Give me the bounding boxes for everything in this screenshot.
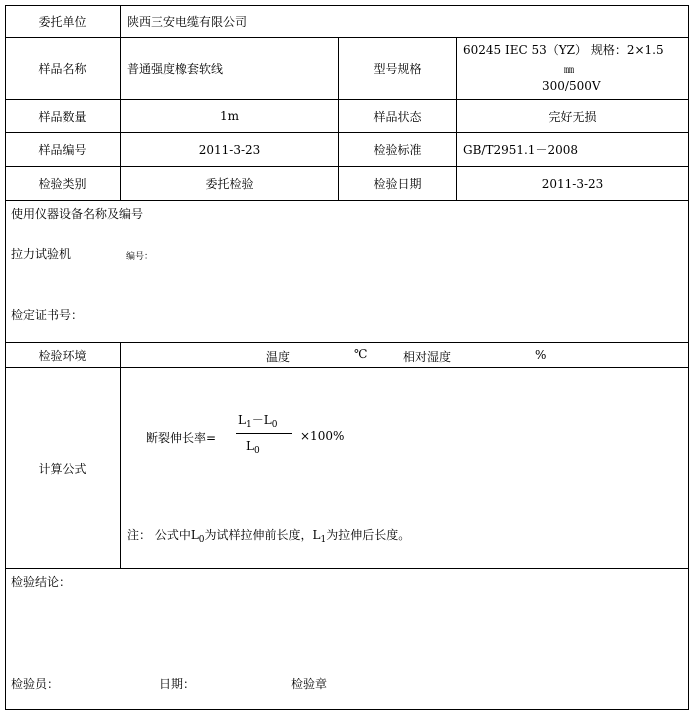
sample-state-value: 完好无损 bbox=[548, 109, 597, 124]
formula-denominator: $L_0$ bbox=[246, 439, 260, 456]
quantity-label: 样品数量 bbox=[38, 109, 87, 124]
model-spec-label: 型号规格 bbox=[373, 62, 422, 76]
standard-value: GB/T2951.1－2008 bbox=[463, 143, 578, 157]
model-spec-line1: 60245 IEC 53（YZ） 规格：2×1.5 bbox=[463, 43, 664, 57]
client-value: 陕西三安电缆有限公司 bbox=[127, 14, 248, 29]
model-spec-line3: 300/500V bbox=[542, 79, 601, 93]
category-value: 委托检验 bbox=[205, 177, 254, 191]
formula-numerator: $L_1-L_0$ bbox=[238, 413, 278, 430]
border-bottom bbox=[5, 709, 689, 710]
instrument-number-label: 编号： bbox=[126, 252, 154, 262]
border-right bbox=[688, 5, 689, 710]
formula-fraction bbox=[236, 407, 296, 459]
cert-number-label: 检定证书号： bbox=[11, 308, 84, 322]
quantity-value: 1m bbox=[219, 109, 239, 123]
formula-note: 注： 公式中$L_0$为试样拉伸前长度，$L_1$为拉伸后长度。 bbox=[127, 528, 411, 545]
humidity-label: 相对湿度 bbox=[403, 350, 452, 364]
temperature-unit: ℃ bbox=[354, 347, 368, 361]
test-date-value: 2011-3-23 bbox=[541, 176, 604, 191]
sample-state-label: 样品状态 bbox=[373, 109, 422, 124]
sample-name-value: 普通强度橡套软线 bbox=[127, 62, 224, 76]
conclusion-label: 检验结论： bbox=[11, 575, 72, 589]
date-label: 日期： bbox=[159, 677, 196, 691]
sample-name-label: 样品名称 bbox=[38, 62, 87, 76]
sample-no-value: 2011-3-23 bbox=[198, 142, 261, 157]
formula-multiplier: ×100% bbox=[300, 429, 345, 443]
formula-label: 计算公式 bbox=[38, 461, 87, 476]
row-line-8 bbox=[5, 568, 689, 569]
category-label: 检验类别 bbox=[38, 177, 87, 191]
fraction-bar bbox=[236, 433, 292, 434]
model-spec-line2: ㎜ bbox=[564, 65, 574, 76]
temperature-label: 温度 bbox=[266, 350, 291, 364]
humidity-unit: % bbox=[535, 348, 547, 362]
report-form bbox=[5, 5, 689, 710]
col-line-1b bbox=[120, 342, 121, 569]
environment-label: 检验环境 bbox=[38, 348, 87, 363]
standard-label: 检验标准 bbox=[373, 143, 422, 157]
seal-label: 检验章 bbox=[291, 677, 328, 691]
inspector-label: 检验员： bbox=[11, 677, 60, 691]
instruments-heading: 使用仪器设备名称及编号 bbox=[11, 207, 144, 221]
client-label: 委托单位 bbox=[38, 14, 87, 29]
row-line-5 bbox=[5, 200, 689, 201]
sample-no-label: 样品编号 bbox=[38, 143, 87, 157]
formula-name: 断裂伸长率= bbox=[146, 431, 217, 445]
instrument-machine: 拉力试验机 bbox=[11, 247, 72, 261]
test-date-label: 检验日期 bbox=[373, 177, 422, 191]
